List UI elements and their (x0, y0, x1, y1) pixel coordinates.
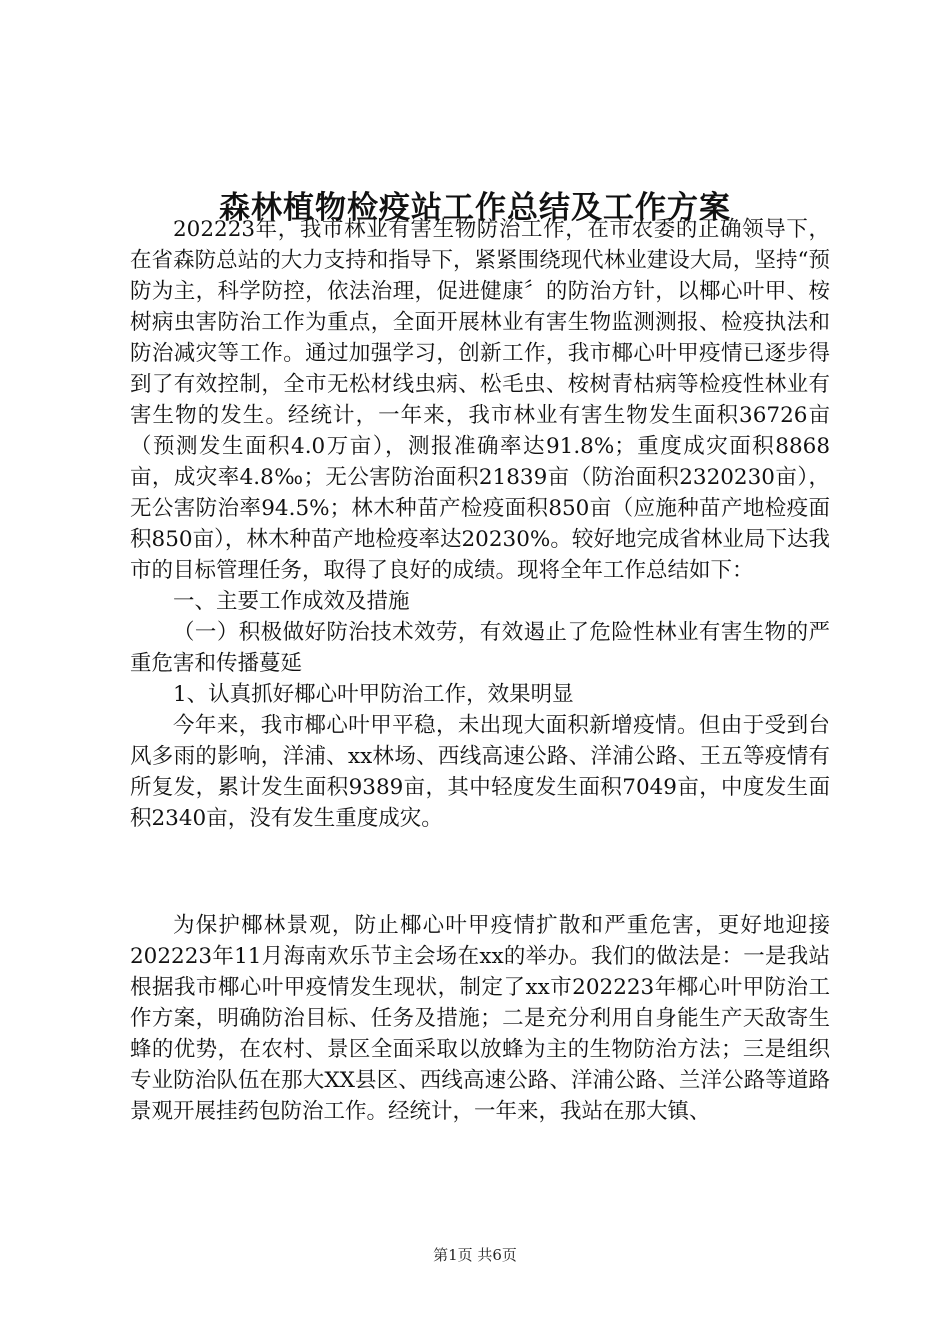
document-body-bottom (130, 910, 830, 1127)
document-body-top (130, 214, 830, 834)
item-heading-1: 1、认真抓好椰心叶甲防治工作，效果明显 (173, 682, 574, 707)
paragraph-status: 今年来，我市椰心叶甲平稳，未出现大面积新增疫情。但由于受到台风多雨的影响，洋浦、xx林场、西线高速公路、洋浦公路、王五等疫情有所复发，累计发生面积9389亩，其中轻度发生面积7049亩，中度发生面积2340亩，没有发生重度成灾。 (130, 713, 830, 831)
subsection-heading-1: （一）积极做好防治技术效劳，有效遏止了危险性林业有害生物的严重危害和传播蔓延 (130, 620, 830, 676)
page-footer: 第1页 共6页 (433, 1246, 517, 1264)
section-heading-1: 一、主要工作成效及措施 (173, 589, 410, 614)
document-title: 森林植物检疫站工作总结及工作方案 (219, 190, 731, 226)
paragraph-intro: 202223年，我市林业有害生物防治工作，在市农委的正确领导下，在省森防总站的大力支持和指导下，紧紧围绕现代林业建设大局，坚持“预防为主，科学防控，依法治理，促进健康〞的防治方针，以椰心叶甲、桉树病虫害防治工作为重点，全面开展林业有害生物监测测报、检疫执法和防治减灾等工作。通过加强学习，创新工作，我市椰心叶甲疫情已逐步得到了有效控制，全市无松材线虫病、松毛虫、桉树青枯病等检疫性林业有害生物的发生。经统计，一年来，我市林业有害生物发生面积36726亩（预测发生面积4.0万亩），测报准确率达91.8%；重度成灾面积8868亩，成灾率4.8‰；无公害防治面积21839亩（防治面积2320230亩），无公害防治率94.5%；林木种苗产检疫面积850亩（应施种苗产地检疫面积850亩），林木种苗产地检疫率达20230%。较好地完成省林业局下达我市的目标管理任务，取得了良好的成绩。现将全年工作总结如下： (130, 217, 830, 583)
paragraph-measures: 为保护椰林景观，防止椰心叶甲疫情扩散和严重危害，更好地迎接202223年11月海南欢乐节主会场在xx的举办。我们的做法是：一是我站根据我市椰心叶甲疫情发生现状，制定了xx市202223年椰心叶甲防治工作方案，明确防治目标、任务及措施；二是充分利用自身能生产天敌寄生蜂的优势，在农村、景区全面采取以放蜂为主的生物防治方法；三是组织专业防治队伍在那大XX县区、西线高速公路、洋浦公路、兰洋公路等道路景观开展挂药包防治工作。经统计，一年来，我站在那大镇、 (130, 913, 830, 1124)
